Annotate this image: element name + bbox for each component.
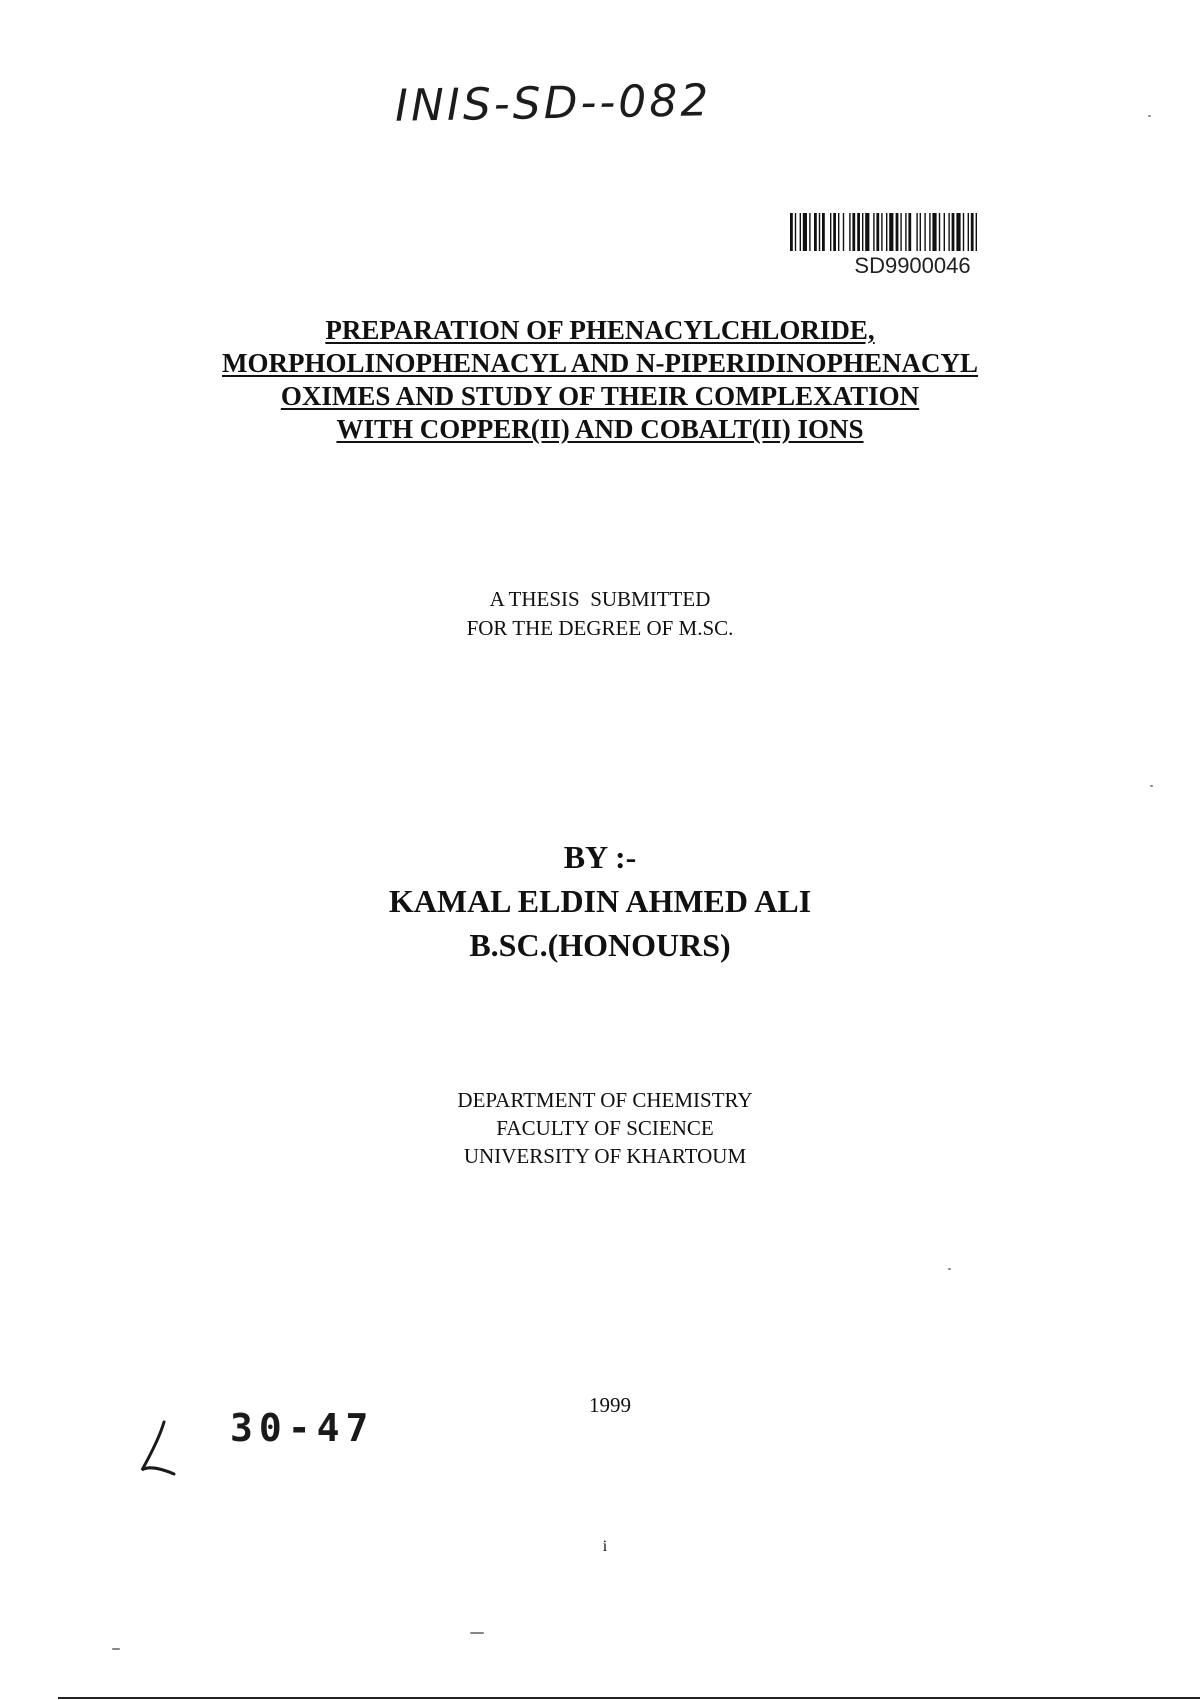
thesis-statement — [300, 585, 900, 643]
scan-speck — [1150, 785, 1153, 787]
title-line: OXIMES AND STUDY OF THEIR COMPLEXATION — [280, 381, 920, 411]
scan-speck — [470, 1632, 484, 1634]
scan-speck — [1148, 115, 1151, 117]
title-line: WITH COPPER(II) AND COBALT(II) IONS — [336, 414, 864, 444]
faculty-name: FACULTY OF SCIENCE — [496, 1116, 714, 1140]
university-name: UNIVERSITY OF KHARTOUM — [463, 1144, 747, 1168]
barcode-block — [790, 213, 1035, 279]
stamp-number: 30-47 — [230, 1406, 375, 1450]
page-number: i — [602, 1538, 608, 1555]
thesis-title — [140, 314, 1060, 446]
title-line: MORPHOLINOPHENACYL AND N-PIPERIDINOPHENACYL — [221, 348, 979, 378]
by-label: BY :- — [563, 839, 637, 875]
barcode-icon — [790, 213, 1035, 251]
handwritten-report-code: INIS-SD--082 — [394, 75, 712, 132]
publication-year: 1999 — [589, 1393, 631, 1417]
author-degree: B.SC.(HONOURS) — [469, 927, 731, 963]
scan-speck — [112, 1648, 120, 1650]
handwritten-mark-icon — [134, 1418, 184, 1478]
author-name: KAMAL ELDIN AHMED ALI — [388, 883, 812, 919]
title-line: PREPARATION OF PHENACYLCHLORIDE, — [325, 315, 875, 345]
department-name: DEPARTMENT OF CHEMISTRY — [457, 1088, 753, 1112]
bottom-rule — [58, 1697, 1200, 1699]
thesis-line-degree: FOR THE DEGREE OF M.SC. — [466, 616, 734, 640]
scan-speck — [948, 1268, 951, 1270]
thesis-line-submitted: A THESIS SUBMITTED — [489, 587, 711, 611]
barcode-number: SD9900046 — [854, 253, 971, 278]
institution-block — [300, 1086, 910, 1170]
author-block — [250, 835, 950, 967]
